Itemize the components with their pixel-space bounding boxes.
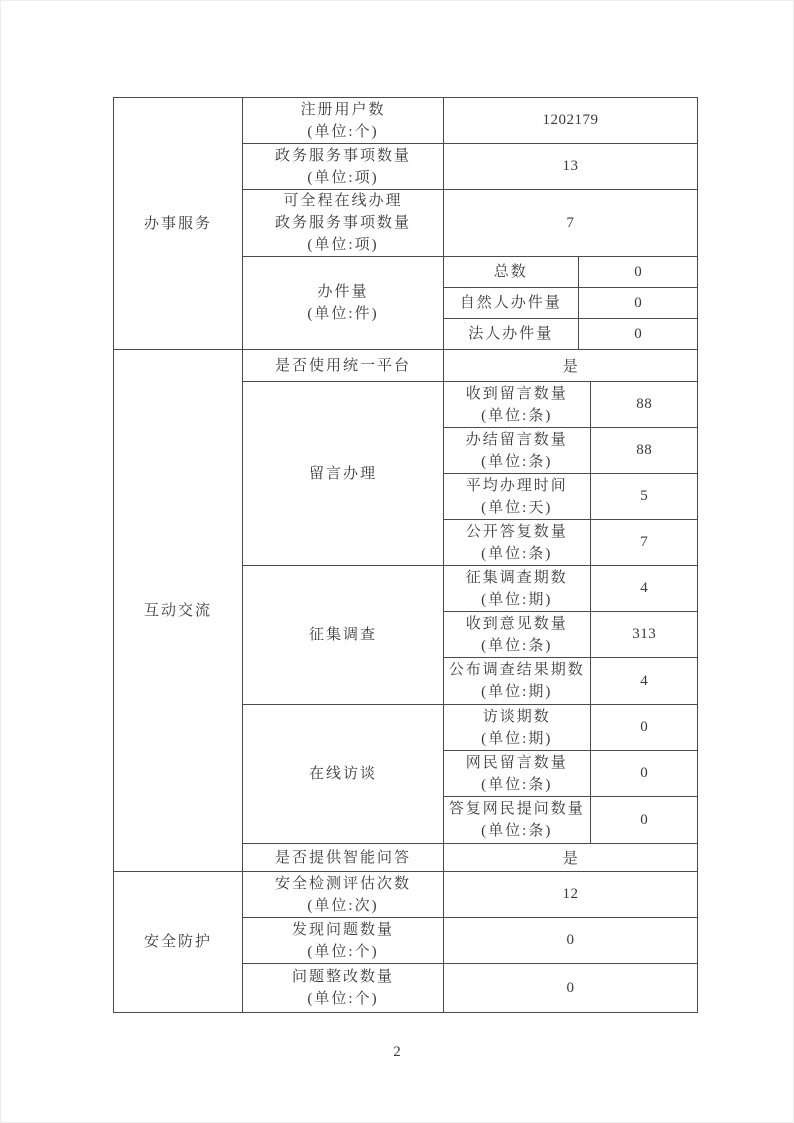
unit-line: (单位:期) bbox=[481, 684, 553, 700]
unit-line: (单位:条) bbox=[481, 823, 553, 839]
label-line: 办件量 bbox=[317, 284, 369, 300]
metric-value: 1202179 bbox=[444, 98, 698, 144]
unit-line: (单位:条) bbox=[481, 545, 553, 562]
sub-value: 4 bbox=[640, 672, 649, 689]
metric-value: 是 bbox=[444, 844, 698, 872]
unit-line: (单位:天) bbox=[481, 499, 553, 516]
section-category-anquan bbox=[114, 872, 243, 1013]
section-category-label: 办事服务 bbox=[143, 215, 212, 232]
label-line: 留言办理 bbox=[308, 465, 377, 482]
label-line: 收到意见数量 bbox=[465, 615, 568, 632]
sub-label bbox=[444, 612, 590, 658]
sub-label bbox=[444, 319, 578, 350]
banjianliang-subtable bbox=[444, 257, 698, 349]
sub-label bbox=[444, 257, 578, 288]
section-category-hudong bbox=[114, 350, 243, 872]
metric-value: 13 bbox=[444, 144, 698, 190]
unit-line: (单位:项) bbox=[307, 169, 379, 186]
label-line: 是否使用统一平台 bbox=[274, 357, 411, 374]
sub-value: 313 bbox=[590, 612, 698, 658]
unit-line: (单位:个) bbox=[307, 991, 379, 1007]
metric-value: 是 bbox=[444, 350, 698, 382]
section-category-label: 安全防护 bbox=[143, 934, 212, 950]
group-content bbox=[444, 382, 698, 566]
label-line: 公布调查结果期数 bbox=[448, 662, 585, 678]
sub-label bbox=[444, 474, 590, 520]
liuyan-subtable bbox=[444, 382, 698, 565]
section-category-label: 互动交流 bbox=[143, 602, 212, 619]
unit-line: (单位:条) bbox=[481, 453, 553, 470]
page-number: 2 bbox=[393, 1044, 401, 1060]
label-line: 总数 bbox=[493, 264, 528, 280]
label-line: 在线访谈 bbox=[308, 766, 377, 782]
sub-label bbox=[444, 797, 590, 844]
label-line: 答复网民提问数量 bbox=[448, 801, 585, 817]
group-content bbox=[444, 705, 698, 844]
label-line: 访谈期数 bbox=[482, 708, 551, 725]
label-line: 是否提供智能问答 bbox=[274, 849, 411, 866]
sub-value: 0 bbox=[640, 811, 649, 828]
metric-label bbox=[243, 918, 444, 964]
label-line: 办结留言数量 bbox=[465, 431, 568, 448]
sub-value: 4 bbox=[590, 566, 698, 612]
unit-line: (单位:期) bbox=[481, 591, 553, 608]
section-category-banshi bbox=[114, 98, 243, 350]
sub-label bbox=[444, 566, 590, 612]
unit-line: (单位:项) bbox=[307, 237, 379, 253]
sub-label bbox=[444, 658, 590, 705]
sub-label bbox=[444, 520, 590, 566]
label-line: 政务服务事项数量 bbox=[274, 147, 411, 164]
zhengji-subtable bbox=[444, 566, 698, 704]
unit-line: (单位:个) bbox=[307, 943, 379, 960]
sub-label bbox=[444, 428, 590, 474]
metric-label bbox=[243, 98, 444, 144]
unit-line: (单位:次) bbox=[307, 897, 379, 914]
unit-line: (单位:条) bbox=[481, 407, 553, 424]
group-content bbox=[444, 566, 698, 705]
label-line: 问题整改数量 bbox=[291, 969, 394, 985]
label-line: 网民留言数量 bbox=[465, 754, 568, 771]
sub-value: 0 bbox=[590, 751, 698, 797]
sub-value: 5 bbox=[590, 474, 698, 520]
unit-line: (单位:条) bbox=[481, 776, 553, 793]
unit-line: (单位:个) bbox=[307, 123, 379, 140]
fangtan-subtable bbox=[444, 705, 698, 843]
label-line: 可全程在线办理 bbox=[283, 193, 403, 209]
metric-label bbox=[243, 190, 444, 257]
label-line: 平均办理时间 bbox=[465, 477, 568, 494]
sub-value: 0 bbox=[634, 325, 643, 342]
sub-label bbox=[444, 382, 590, 428]
sub-value: 7 bbox=[640, 534, 649, 550]
label-line: 法人办件量 bbox=[468, 326, 554, 342]
metric-value: 12 bbox=[444, 872, 698, 918]
label-line: 发现问题数量 bbox=[291, 921, 394, 938]
group-label-zhengji bbox=[243, 566, 444, 705]
metric-label bbox=[243, 144, 444, 190]
sub-label bbox=[444, 288, 578, 319]
unit-line: (单位:件) bbox=[307, 306, 379, 322]
group-label-liuyan bbox=[243, 382, 444, 566]
group-label-banjianliang bbox=[243, 257, 444, 350]
metric-label bbox=[243, 872, 444, 918]
metric-value: 0 bbox=[444, 918, 698, 964]
metric-value: 7 bbox=[444, 190, 698, 257]
group-label-zaixianfangtan bbox=[243, 705, 444, 844]
sub-value: 88 bbox=[590, 428, 698, 474]
sub-value: 88 bbox=[590, 382, 698, 428]
group-content bbox=[444, 257, 698, 350]
label-line: 征集调查 bbox=[308, 627, 377, 643]
sub-value: 0 bbox=[578, 257, 698, 288]
label-line: 安全检测评估次数 bbox=[274, 875, 411, 892]
metric-value: 0 bbox=[444, 964, 698, 1013]
sub-value: 0 bbox=[590, 705, 698, 751]
label-line: 政务服务事项数量 bbox=[274, 215, 411, 231]
label-line: 注册用户数 bbox=[300, 101, 386, 118]
metrics-table bbox=[113, 97, 698, 1013]
sub-label bbox=[444, 751, 590, 797]
unit-line: (单位:条) bbox=[481, 637, 553, 654]
metric-label bbox=[243, 844, 444, 872]
label-line: 收到留言数量 bbox=[465, 385, 568, 402]
sub-value: 0 bbox=[578, 288, 698, 319]
unit-line: (单位:期) bbox=[481, 730, 553, 747]
label-line: 征集调查期数 bbox=[465, 569, 568, 586]
label-line: 公开答复数量 bbox=[465, 523, 568, 540]
metric-label bbox=[243, 964, 444, 1013]
sub-label bbox=[444, 705, 590, 751]
label-line: 自然人办件量 bbox=[459, 295, 562, 311]
metric-label bbox=[243, 350, 444, 382]
